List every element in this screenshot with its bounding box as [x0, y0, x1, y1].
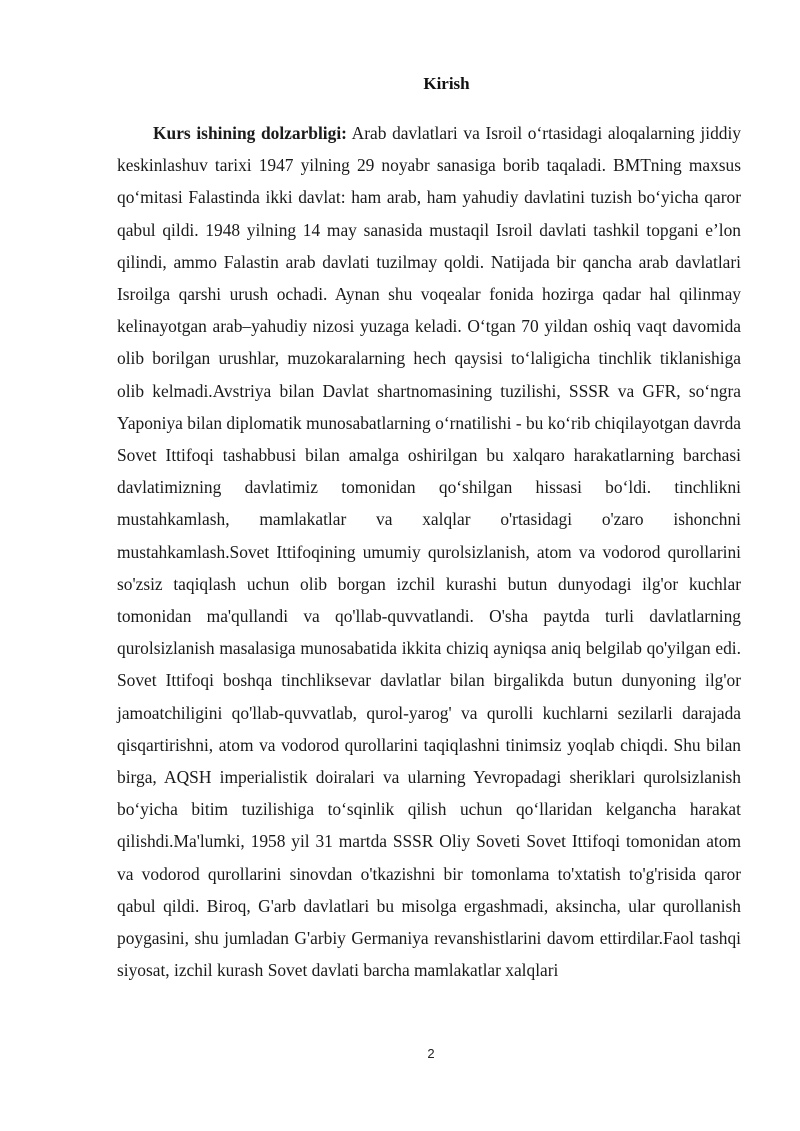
paragraph-lead: Kurs ishining dolzarbligi: — [153, 123, 347, 143]
paragraph-text: Arab davlatlari va Isroil o‘rtasidagi aloqalarning jiddiy keskinlashuv tarixi 1947 yilning 29 noyabr sanasiga borib taqaladi. BMTning maxsus qo‘mitasi Falastinda ikki davlat: ham arab, ham yahudiy davlatini tuzish bo‘yicha qaror qabul qildi. 1948 yilning 14 may sanasida mustaqil Isroil davlati tashkil topgani e’lon qilindi, ammo Falastin arab davlati tuzilmay qoldi. Natijada bir qancha arab davlatlari Isroilga qarshi urush ochadi. Aynan shu voqealar fonida hozirga qadar hal qilinmay kelinayotgan arab–yahudiy nizosi yuzaga keladi. O‘tgan 70 yildan oshiq vaqt davomida olib borilgan urushlar, muzokaralarning hech qaysisi to‘laligicha tinchlik tiklanishiga olib kelmadi.Avstriya bilan Davlat shartnomasining tuzilishi, SSSR va GFR, so‘ngra Yaponiya bilan diplomatik munosabatlarning o‘rnatilishi - bu ko‘rib chiqilayotgan davrda Sovet Ittifoqi tashabbusi bilan amalga oshirilgan bu xalqaro harakatlarning barchasi davlatimizning davlatimiz tomonidan qo‘shilgan hissasi bo‘ldi. tinchlikni mustahkamlash, mamlakatlar va xalqlar o'rtasidagi o'zaro ishonchni mustahkamlash.Sovet Ittifoqining umumiy qurolsizlanish, atom va vodorod qurollarini so'zsiz taqiqlash uchun olib borgan izchil kurashi butun dunyodagi ilg'or kuchlar tomonidan ma'qullandi va qo'llab-quvvatlandi. O'sha paytda turli davlatlarning qurolsizlanish masalasiga munosabatida ikkita chiziq ayniqsa aniq belgilab qo'yilgan edi. Sovet Ittifoqi boshqa tinchliksevar davlatlar bilan birgalikda butun dunyoning ilg'or jamoatchiligini qo'llab-quvvatlab, qurol-yarog' va qurolli kuchlarni sezilarli darajada qisqartirishni, atom va vodorod qurollarini taqiqlashni tinimsiz yoqlab chiqdi. Shu bilan birga, AQSH imperialistik doiralari va ularning Yevropadagi sheriklari qurolsizlanish bo‘yicha bitim tuzilishiga to‘sqinlik qilish uchun qo‘llaridan kelgancha harakat qilishdi.Ma'lumki, 1958 yil 31 martda SSSR Oliy Soveti Sovet Ittifoqi tomonidan atom va vodorod qurollarini sinovdan o'tkazishni bir tomonlama to'xtatish to'g'risida qaror qabul qildi. Biroq, G'arb davlatlari bu misolga ergashmadi, aksincha, ular qurollanish poygasini, shu jumladan G'arbiy Germaniya revanshistlarini davom ettirdilar.Faol tashqi siyosat, izchil kurash Sovet davlati barcha mamlakatlar xalqlari — [117, 123, 741, 981]
page-number: 2 — [427, 1046, 435, 1061]
body-paragraph — [117, 117, 741, 986]
page-title: Kirish — [423, 74, 470, 93]
